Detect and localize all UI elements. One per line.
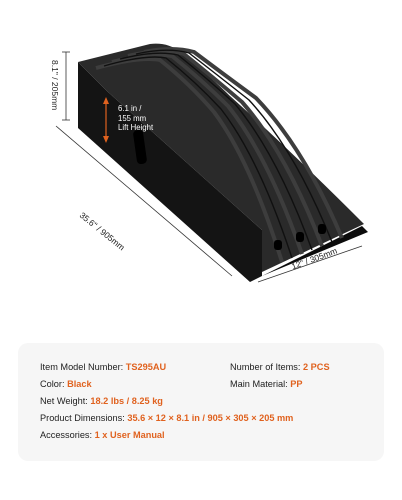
height-dimension-label: 8.1" / 205mm bbox=[50, 60, 60, 111]
spec-net-weight-value: 18.2 lbs / 8.25 kg bbox=[90, 396, 163, 406]
lift-height-label bbox=[118, 104, 153, 133]
lift-height-line-1: 6.1 in / bbox=[118, 104, 142, 113]
spec-accessories-value: 1 x User Manual bbox=[94, 430, 165, 440]
spec-net-weight-label: Net Weight: bbox=[40, 396, 91, 406]
spec-item-model-value: TS295AU bbox=[125, 362, 167, 372]
spec-product-dimensions-value: 35.6 × 12 × 8.1 in / 905 × 305 × 205 mm bbox=[127, 413, 294, 423]
lift-height-line-2: 155 mm bbox=[118, 113, 147, 123]
spec-item-model bbox=[40, 362, 166, 372]
spec-product-dimensions bbox=[40, 413, 293, 423]
spec-net-weight bbox=[40, 396, 163, 406]
length-dimension-label: 35.6" / 905mm bbox=[77, 210, 127, 253]
width-dimension-label: 12" / 305mm bbox=[290, 245, 339, 272]
spec-number-items-value: 2 PCS bbox=[303, 362, 330, 372]
spec-material-value: PP bbox=[290, 379, 303, 389]
spec-number-items bbox=[230, 362, 330, 372]
lift-height-line-3: Lift Height bbox=[118, 123, 154, 132]
spec-color-label: Color: bbox=[40, 379, 68, 389]
spec-number-items-label: Number of Items: bbox=[230, 362, 304, 372]
spec-color bbox=[40, 379, 92, 389]
spec-product-dimensions-label: Product Dimensions: bbox=[40, 413, 128, 423]
spec-material-label: Main Material: bbox=[230, 379, 291, 389]
spec-accessories-label: Accessories: bbox=[40, 430, 95, 440]
spec-material bbox=[230, 379, 303, 389]
spec-accessories bbox=[40, 430, 165, 440]
spec-item-model-label: Item Model Number: bbox=[40, 362, 126, 372]
spec-color-value: Black bbox=[67, 379, 92, 389]
